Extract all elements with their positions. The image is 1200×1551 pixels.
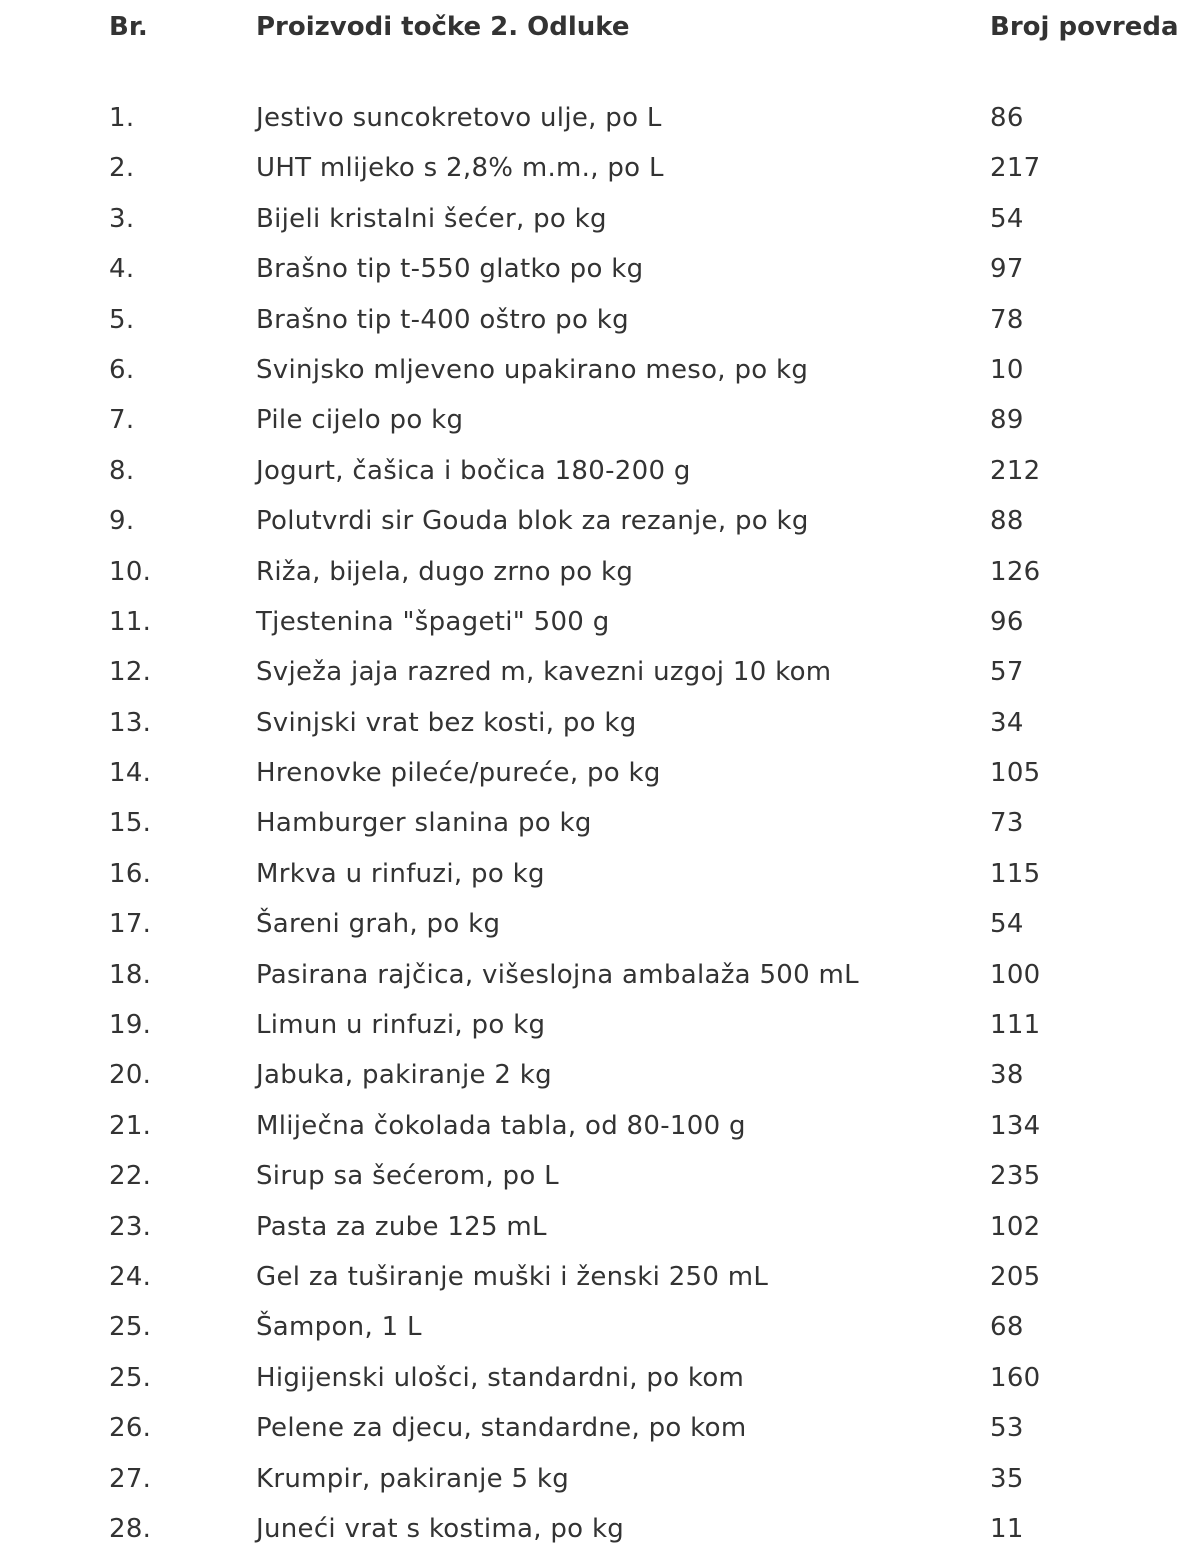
row-product: Krumpir, pakiranje 5 kg	[256, 1463, 570, 1494]
row-count: 97	[990, 254, 1024, 285]
row-count: 57	[990, 657, 1024, 688]
table-row	[0, 846, 1200, 896]
row-product: Jabuka, pakiranje 2 kg	[256, 1060, 552, 1091]
table-row	[0, 644, 1200, 694]
table-row	[0, 594, 1200, 644]
row-product: Limun u rinfuzi, po kg	[256, 1010, 546, 1041]
row-count: 34	[990, 707, 1024, 738]
row-num: 16.	[109, 858, 152, 889]
table-row	[0, 1199, 1200, 1249]
row-product: Šampon, 1 L	[256, 1312, 422, 1343]
table-row	[0, 1451, 1200, 1501]
row-count: 89	[990, 405, 1024, 436]
row-product: Mliječna čokolada tabla, od 80-100 g	[256, 1110, 746, 1141]
row-count: 73	[990, 808, 1024, 839]
row-product: Mrkva u rinfuzi, po kg	[256, 858, 545, 889]
row-product: Hrenovke pileće/pureće, po kg	[256, 758, 661, 789]
row-num: 12.	[109, 657, 152, 688]
row-num: 15.	[109, 808, 152, 839]
row-product: Polutvrdi sir Gouda blok za rezanje, po kg	[256, 506, 809, 537]
row-num: 4.	[109, 254, 135, 285]
row-product: Juneći vrat s kostima, po kg	[256, 1513, 625, 1544]
row-num: 14.	[109, 758, 152, 789]
table-row	[0, 1350, 1200, 1400]
row-product: Pasirana rajčica, višeslojna ambalaža 500 mL	[256, 959, 859, 990]
table-row	[0, 1098, 1200, 1148]
row-num: 18.	[109, 959, 152, 990]
row-product: UHT mlijeko s 2,8% m.m., po L	[256, 153, 664, 184]
row-num: 22.	[109, 1161, 152, 1192]
table-row	[0, 1299, 1200, 1349]
row-count: 78	[990, 304, 1024, 335]
row-count: 134	[990, 1110, 1041, 1141]
row-count: 54	[990, 203, 1024, 234]
table-header	[0, 0, 1200, 58]
header-count: Broj povreda	[990, 12, 1179, 42]
row-product: Šareni grah, po kg	[256, 909, 501, 940]
row-num: 11.	[109, 606, 152, 637]
row-product: Gel za tuširanje muški i ženski 250 mL	[256, 1261, 769, 1292]
row-product: Pile cijelo po kg	[256, 405, 464, 436]
row-count: 160	[990, 1362, 1041, 1393]
row-product: Bijeli kristalni šećer, po kg	[256, 203, 607, 234]
table-row	[0, 90, 1200, 140]
table-row	[0, 795, 1200, 845]
row-num: 8.	[109, 455, 135, 486]
row-num: 28.	[109, 1513, 152, 1544]
row-count: 11	[990, 1513, 1024, 1544]
row-num: 1.	[109, 103, 135, 133]
row-num: 13.	[109, 707, 152, 738]
table-row	[0, 1400, 1200, 1450]
table-row	[0, 493, 1200, 543]
table-row	[0, 1501, 1200, 1551]
table-row	[0, 191, 1200, 241]
table-row	[0, 997, 1200, 1047]
table-row	[0, 392, 1200, 442]
row-num: 2.	[109, 153, 135, 184]
table-row	[0, 745, 1200, 795]
row-count: 102	[990, 1211, 1041, 1242]
table-row	[0, 947, 1200, 997]
row-product: Pasta za zube 125 mL	[256, 1211, 547, 1242]
row-count: 105	[990, 758, 1041, 789]
header-product: Proizvodi točke 2. Odluke	[256, 12, 630, 42]
table-row	[0, 695, 1200, 745]
row-count: 88	[990, 506, 1024, 537]
row-count: 205	[990, 1261, 1041, 1292]
row-count: 68	[990, 1312, 1024, 1343]
row-num: 27.	[109, 1463, 152, 1494]
row-product: Jogurt, čašica i bočica 180-200 g	[256, 455, 691, 486]
row-count: 53	[990, 1413, 1024, 1444]
row-product: Hamburger slanina po kg	[256, 808, 592, 839]
row-count: 111	[990, 1010, 1041, 1041]
row-product: Tjestenina "špageti" 500 g	[256, 606, 610, 637]
row-num: 3.	[109, 203, 135, 234]
table-row	[0, 443, 1200, 493]
row-product: Riža, bijela, dugo zrno po kg	[256, 556, 634, 587]
table-row	[0, 241, 1200, 291]
row-num: 9.	[109, 506, 135, 537]
row-count: 217	[990, 153, 1041, 184]
row-count: 115	[990, 858, 1041, 889]
row-num: 19.	[109, 1010, 152, 1041]
row-count: 235	[990, 1161, 1041, 1192]
table-row	[0, 292, 1200, 342]
table-row	[0, 544, 1200, 594]
row-count: 100	[990, 959, 1041, 990]
row-count: 38	[990, 1060, 1024, 1091]
row-count: 54	[990, 909, 1024, 940]
row-count: 10	[990, 354, 1024, 385]
row-product: Svinjsko mljeveno upakirano meso, po kg	[256, 354, 809, 385]
row-count: 212	[990, 455, 1041, 486]
table-body	[0, 90, 1200, 1551]
table-row	[0, 896, 1200, 946]
row-product: Brašno tip t-400 oštro po kg	[256, 304, 629, 335]
row-count: 86	[990, 103, 1024, 133]
row-product: Brašno tip t-550 glatko po kg	[256, 254, 644, 285]
row-product: Jestivo suncokretovo ulje, po L	[256, 103, 662, 133]
row-product: Svježa jaja razred m, kavezni uzgoj 10 kom	[256, 657, 832, 688]
table-row	[0, 140, 1200, 190]
row-product: Sirup sa šećerom, po L	[256, 1161, 559, 1192]
row-product: Svinjski vrat bez kosti, po kg	[256, 707, 637, 738]
row-count: 35	[990, 1463, 1024, 1494]
table-row	[0, 1249, 1200, 1299]
row-num: 25.	[109, 1312, 152, 1343]
row-num: 17.	[109, 909, 152, 940]
table-row	[0, 1148, 1200, 1198]
row-product: Higijenski ulošci, standardni, po kom	[256, 1362, 745, 1393]
row-num: 21.	[109, 1110, 152, 1141]
table-row	[0, 1047, 1200, 1097]
row-num: 20.	[109, 1060, 152, 1091]
header-num: Br.	[109, 12, 148, 42]
table-row	[0, 342, 1200, 392]
row-num: 5.	[109, 304, 135, 335]
row-num: 10.	[109, 556, 152, 587]
row-count: 126	[990, 556, 1041, 587]
row-num: 24.	[109, 1261, 152, 1292]
row-num: 7.	[109, 405, 135, 436]
row-num: 23.	[109, 1211, 152, 1242]
row-count: 96	[990, 606, 1024, 637]
row-num: 6.	[109, 354, 135, 385]
row-num: 25.	[109, 1362, 152, 1393]
row-product: Pelene za djecu, standardne, po kom	[256, 1413, 747, 1444]
row-num: 26.	[109, 1413, 152, 1444]
